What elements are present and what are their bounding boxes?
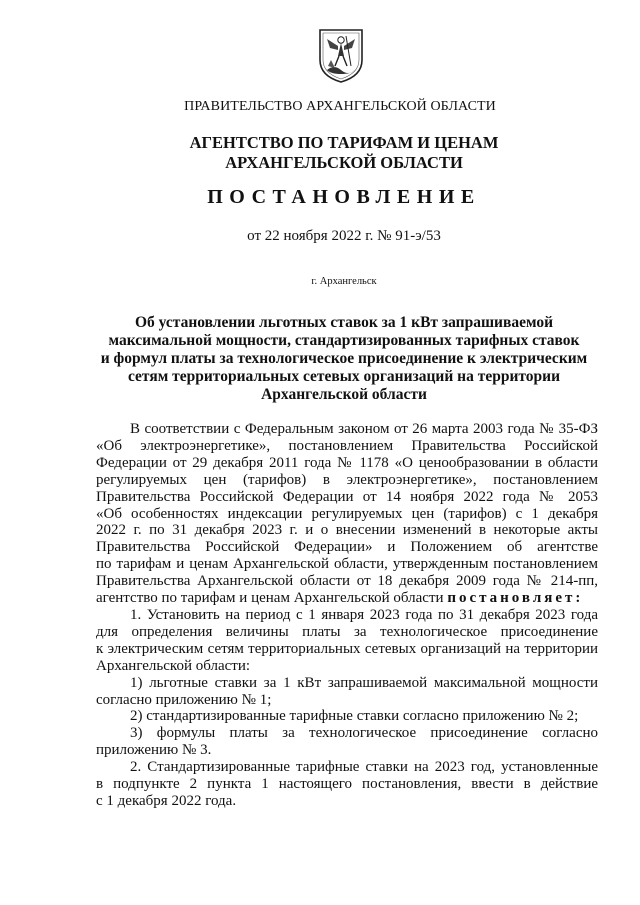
body-line: «Об электроэнергетике», постановлением Правительства Российской [96, 437, 598, 454]
subitem-1-paragraph [96, 675, 598, 709]
body-line: 3) формулы платы за технологическое присоединение согласно [130, 725, 598, 742]
body-line: в подпункте 2 пункта 1 настоящего постановления, ввести в действие [96, 776, 598, 793]
preamble-paragraph [96, 421, 598, 607]
body-line: к электрическим сетям территориальных сетевых организаций на территории [96, 640, 598, 657]
document-city: г. Архангельск [311, 276, 377, 287]
body-line: «Об особенностях индексации регулируемых цен (тарифов) с 1 декабря [96, 505, 598, 522]
body-line: регулируемых цен (тарифов) в электроэнергетике», постановлением [96, 471, 598, 488]
body-line: Правительства Российской Федерации» и Положением об агентстве [96, 539, 598, 556]
item-2-paragraph [96, 759, 598, 810]
body-line: приложению № 3. [96, 742, 212, 759]
subject-line: Архангельской области [261, 386, 427, 403]
item-1-paragraph [96, 607, 598, 675]
body-line: 2. Стандартизированные тарифные ставки на 2023 год, установленные [130, 759, 598, 776]
subject-line: сетям территориальных сетевых организаций на территории [127, 368, 561, 385]
preamble-tail: агентство по тарифам и ценам Архангельской области [96, 590, 448, 607]
document-date-number: от 22 ноября 2022 г. № 91-э/53 [247, 228, 441, 244]
coat-of-arms-icon [318, 26, 364, 84]
decree-word: постановляет: [447, 590, 584, 607]
subject-line: и формул платы за технологическое присоединение к электрическим [100, 350, 588, 367]
body-line: 2) стандартизированные тарифные ставки согласно приложению № 2; [130, 708, 579, 725]
body-line: для определения величины платы за технологическое присоединение [96, 623, 598, 640]
government-heading: ПРАВИТЕЛЬСТВО АРХАНГЕЛЬСКОЙ ОБЛАСТИ [184, 99, 496, 114]
document-subject [34, 314, 640, 404]
subject-line: Об установлении льготных ставок за 1 кВт запрашиваемой [134, 314, 554, 331]
agency-heading [34, 133, 640, 173]
document-type-title: ПОСТАНОВЛЕНИЕ [207, 186, 481, 208]
document-body [96, 421, 598, 810]
agency-heading-line: АРХАНГЕЛЬСКОЙ ОБЛАСТИ [225, 153, 463, 172]
body-line: согласно приложению № 1; [96, 691, 272, 708]
body-line: Архангельской области: [96, 657, 251, 674]
body-line: 1) льготные ставки за 1 кВт запрашиваемой максимальной мощности [130, 674, 598, 691]
subject-line: максимальной мощности, стандартизированных тарифных ставок [108, 332, 580, 349]
body-line: 2022 г. по 31 декабря 2023 г. и о внесении изменений в некоторые акты [96, 522, 598, 539]
body-line: 1. Установить на период с 1 января 2023 года по 31 декабря 2023 года [130, 606, 598, 623]
body-line: Федерации от 29 декабря 2011 года № 1178 «О ценообразовании в области [96, 454, 598, 471]
subitem-2-paragraph [96, 708, 598, 725]
body-line [96, 590, 598, 607]
body-line: с 1 декабря 2022 года. [96, 792, 237, 809]
subitem-3-paragraph [96, 725, 598, 759]
agency-heading-line: АГЕНТСТВО ПО ТАРИФАМ И ЦЕНАМ [189, 133, 499, 152]
body-line: В соответствии с Федеральным законом от 26 марта 2003 года № 35-ФЗ [130, 421, 598, 437]
body-line: по тарифам и ценам Архангельской области, утвержденным постановлением [96, 556, 598, 573]
body-line: Правительства Архангельской области от 18 декабря 2009 года № 214-пп, [96, 573, 598, 590]
body-line: Правительства Российской Федерации от 14 ноября 2022 года № 2053 [96, 488, 598, 505]
